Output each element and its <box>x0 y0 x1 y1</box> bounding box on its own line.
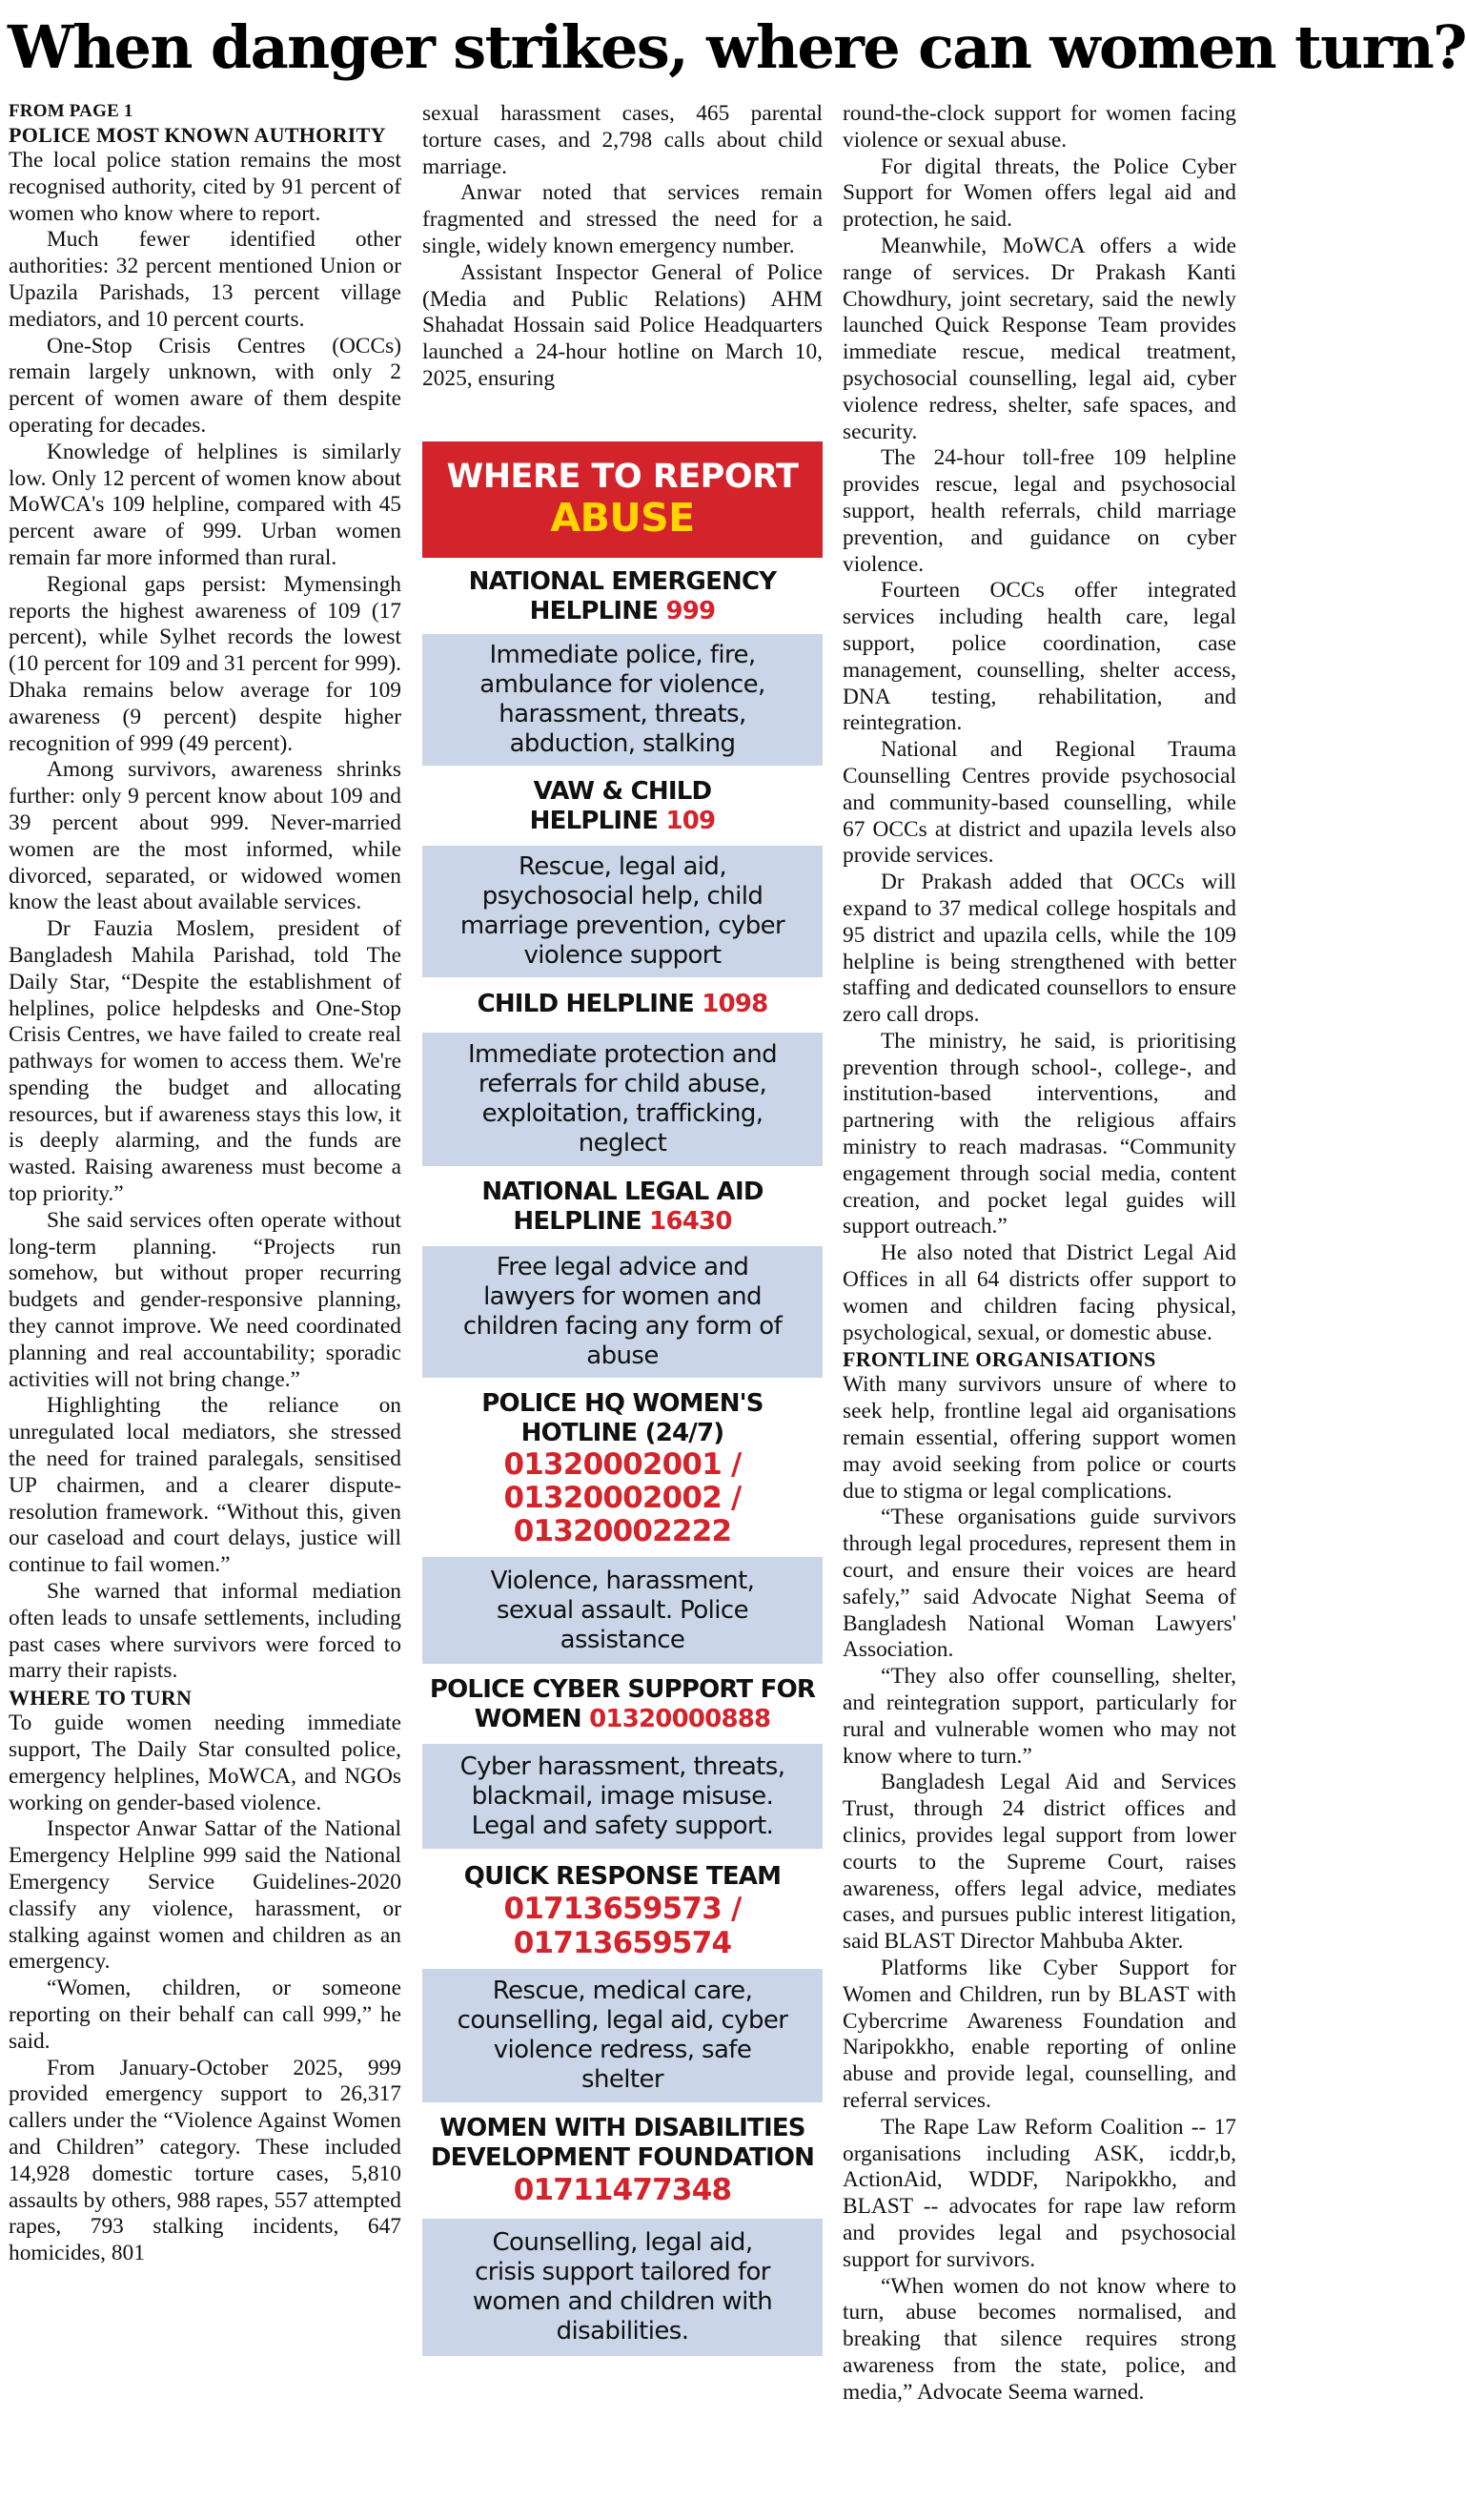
paragraph: Knowledge of helplines is similarly low. Only 12 percent of women know about MoWCA's 109 helpline, compared with 45 percent aware of 999. Urban women remain far more informed than rural. <box>9 439 401 570</box>
paragraph: The local police station remains the most recognised authority, cited by 91 percent of women who know where to report. <box>9 148 401 226</box>
paragraph: She warned that informal mediation often leads to unsafe settlements, including past cases where survivors were forced to marry their rapists. <box>9 1579 401 1684</box>
headline: When danger strikes, where can women turn? <box>8 12 1466 82</box>
helpline-title-999: NATIONAL EMERGENCY HELPLINE 999 <box>468 567 777 625</box>
helpline-desc-16430: Free legal advice and lawyers for women and children facing any form of abuse <box>422 1246 823 1378</box>
paragraph: Highlighting the reliance on unregulated local mediators, she stressed the need for trained paralegals, sensitised UP chairmen, and a clearer dispute-resolution framework. “Without this, given our caseload and court delays, justice will continue to fail women.” <box>9 1393 401 1578</box>
helpline-desc-quick-response: Rescue, medical care, counselling, legal aid, cyber violence redress, safe shelter <box>422 1969 823 2102</box>
box-header <box>422 441 823 558</box>
paragraph: Among survivors, awareness shrinks further: only 9 percent know about 109 and 39 percent about 999. Never-married women are the most informed, while divorced, separated, or widowed women know the least about available services. <box>9 757 401 915</box>
column-1 <box>9 101 401 2513</box>
paragraph: From January-October 2025, 999 provided emergency support to 26,317 callers under the “Violence Against Women and Children” category. These included 14,928 domestic torture cases, 5,810 assaults by others, 988 rapes, 557 attempted rapes, 793 stalking incidents, 647 homicides, 801 <box>9 2055 401 2266</box>
paragraph: Regional gaps persist: Mymensingh reports the highest awareness of 109 (17 percent), while Sylhet records the lowest (10 percent for 109 and 31 percent for 999). Dhaka remains below average for 109 awareness (9 percent) despite higher recognition of 999 (49 percent). <box>9 571 401 756</box>
helpline-title-quick-response: QUICK RESPONSE TEAM 01713659573 / 01713659574 <box>422 1849 823 1969</box>
paragraph: Inspector Anwar Sattar of the National Emergency Helpline 999 said the National Emergency Service Guidelines-2020 classify any violence, harassment, or stalking against women and children as an emergency. <box>9 1816 401 1975</box>
box-title-line1: WHERE TO REPORT <box>446 458 799 496</box>
where-to-report-box <box>422 441 823 2510</box>
helpline-number: 01711477348 <box>513 2173 732 2207</box>
helpline-number: 109 <box>665 807 716 835</box>
paragraph: He also noted that District Legal Aid Offices in all 64 districts offer support to women and children facing physical, psychological, sexual, or domestic abuse. <box>843 1240 1236 1345</box>
helpline-number: 01320002002 / <box>503 1481 742 1515</box>
helpline-title-16430: NATIONAL LEGAL AID HELPLINE 16430 <box>481 1178 764 1236</box>
helpline-number: 01320000888 <box>589 1705 771 1733</box>
paragraph: Assistant Inspector General of Police (Media and Public Relations) AHM Shahadat Hossain said Police Headquarters launched a 24-hour hotline on March 10, 2025, ensuring <box>422 259 823 391</box>
paragraph: “These organisations guide survivors through legal procedures, represent them in court, and ensure their voices are heard safely,” said Advocate Nighat Seema of Bangladesh National Woman Lawyers' Association. <box>843 1505 1236 1663</box>
paragraph: One-Stop Crisis Centres (OCCs) remain largely unknown, with only 2 percent of women aware of them despite operating for decades. <box>9 333 401 438</box>
helpline-desc-cyber-support: Cyber harassment, threats, blackmail, image misuse. Legal and safety support. <box>422 1744 823 1849</box>
paragraph: Platforms like Cyber Support for Women and Children, run by BLAST with Cybercrime Awareness Foundation and Naripokkho, enable reporting of online abuse and provide legal, counselling, and referral services. <box>843 1955 1236 2113</box>
helpline-title-cyber-support: POLICE CYBER SUPPORT FOR WOMEN 01320000888 <box>429 1675 816 1733</box>
paragraph: To guide women needing immediate support, The Daily Star consulted police, emergency helplines, MoWCA, and NGOs working on gender-based violence. <box>9 1711 401 1815</box>
helpline-number: 01320002222 <box>513 1514 732 1548</box>
helpline-desc-police-hq: Violence, harassment, sexual assault. Police assistance <box>422 1557 823 1664</box>
paragraph: Anwar noted that services remain fragmented and stressed the need for a single, widely known emergency number. <box>422 180 823 258</box>
paragraph: Dr Prakash added that OCCs will expand to 37 medical college hospitals and 95 district and upazila cells, while the 109 helpline is being strengthened with better staffing and dedicated counsellors to ensure zero call drops. <box>843 870 1236 1028</box>
helpline-desc-109: Rescue, legal aid, psychosocial help, child marriage prevention, cyber violence support <box>422 846 823 977</box>
helpline-number: 01320002001 / <box>503 1447 742 1482</box>
paragraph: She said services often operate without long-term planning. “Projects run somehow, but without proper recurring budgets and gender-responsive planning, they cannot improve. We need coordinated planning and real accountability; sporadic activities will not bring change.” <box>9 1207 401 1392</box>
helpline-title-109: VAW & CHILD HELPLINE 109 <box>529 777 716 835</box>
helpline-title-disabilities: WOMEN WITH DISABILITIES DEVELOPMENT FOUNDATION 01711477348 <box>422 2102 823 2219</box>
paragraph: “When women do not know where to turn, abuse becomes normalised, and breaking that silence requires strong awareness from the state, police, and media,” Advocate Seema warned. <box>843 2273 1236 2405</box>
paragraph: Bangladesh Legal Aid and Services Trust, through 24 district offices and clinics, provides legal support from lower courts to the Supreme Court, raises awareness, offers legal advice, mediates cases, and pursues public interest litigation, said BLAST Director Mahbuba Akter. <box>843 1770 1236 1955</box>
paragraph: Dr Fauzia Moslem, president of Bangladesh Mahila Parishad, told The Daily Star, “Despite the establishment of helplines, police helpdesks and One-Stop Crisis Centres, we have failed to create real pathways for women to access them. We're spending the budget and allocating resources, but if awareness stays this low, it is deeply alarming, and the funds are wasted. Raising awareness must become a top priority.” <box>9 916 401 1207</box>
paragraph: The Rape Law Reform Coalition -- 17 organisations including ASK, icddr,b, ActionAid, WDDF, Naripokkho, and BLAST -- advocates for rape law reform and provides legal and psychosocial support for survivors. <box>843 2114 1236 2272</box>
paragraph: “Women, children, or someone reporting on their behalf can call 999,” he said. <box>9 1976 401 2054</box>
paragraph: With many survivors unsure of where to seek help, frontline legal aid organisations remain essential, offering support women may avoid seeking from police or courts due to stigma or legal complications. <box>843 1372 1236 1504</box>
helpline-number: 16430 <box>649 1207 732 1236</box>
column-2-text <box>422 101 823 444</box>
helpline-title-police-hq: POLICE HQ WOMEN'S HOTLINE (24/7) 01320002001 / 01320002002 / 01320002222 <box>422 1378 823 1557</box>
paragraph: The 24-hour toll-free 109 helpline provides rescue, legal and psychosocial support, health referrals, child marriage prevention, and guidance on cyber violence. <box>843 445 1236 577</box>
helpline-title-1098: CHILD HELPLINE 1098 <box>477 990 768 1018</box>
paragraph: Meanwhile, MoWCA offers a wide range of services. Dr Prakash Kanti Chowdhury, joint secretary, said the newly launched Quick Response Team provides immediate rescue, medical treatment, psychosocial counselling, legal aid, cyber violence redress, shelter, safe spaces, and security. <box>843 233 1236 444</box>
box-title-line2: ABUSE <box>550 495 695 541</box>
paragraph: “They also offer counselling, shelter, and reintegration support, particularly for rural and vulnerable women who may not know where to turn.” <box>843 1664 1236 1769</box>
paragraph: For digital threats, the Police Cyber Support for Women offers legal aid and protection, he said. <box>843 154 1236 233</box>
paragraph: National and Regional Trauma Counselling Centres provide psychosocial and community-based counselling, while 67 OCCs at district and upazila levels also provide services. <box>843 737 1236 869</box>
subhead-police: POLICE MOST KNOWN AUTHORITY <box>9 123 386 147</box>
helpline-number: 01713659573 / <box>503 1892 742 1926</box>
subhead-where-to-turn: WHERE TO TURN <box>9 1686 193 1711</box>
paragraph: sexual harassment cases, 465 parental torture cases, and 2,798 calls about child marriage. <box>422 101 823 179</box>
column-3 <box>843 101 1236 2513</box>
paragraph: The ministry, he said, is prioritising prevention through school-, college-, and institution-based interventions, and partnering with the religious affairs ministry to reach madrasas. “Community engagement through social media, content creation, and pocket legal guides will support outreach.” <box>843 1028 1236 1240</box>
helpline-desc-disabilities: Counselling, legal aid, crisis support tailored for women and children with disabilities. <box>422 2219 823 2356</box>
paragraph: Fourteen OCCs offer integrated services including health care, legal support, police coordination, case management, counselling, shelter access, DNA testing, rehabilitation, and reintegration. <box>843 578 1236 736</box>
paragraph: Much fewer identified other authorities: 32 percent mentioned Union or Upazila Parishads, 13 percent village mediators, and 10 percent courts. <box>9 227 401 332</box>
helpline-desc-999: Immediate police, fire, ambulance for violence, harassment, threats, abduction, stalking <box>422 634 823 766</box>
helpline-number: 999 <box>665 597 716 625</box>
helpline-number: 1098 <box>702 990 768 1018</box>
helpline-number: 01713659574 <box>513 1926 732 1960</box>
from-page-kicker: FROM PAGE 1 <box>9 101 133 121</box>
subhead-frontline: FRONTLINE ORGANISATIONS <box>843 1347 1156 1372</box>
paragraph: round-the-clock support for women facing violence or sexual abuse. <box>843 101 1236 153</box>
helpline-desc-1098: Immediate protection and referrals for child abuse, exploitation, trafficking, neglect <box>422 1033 823 1166</box>
